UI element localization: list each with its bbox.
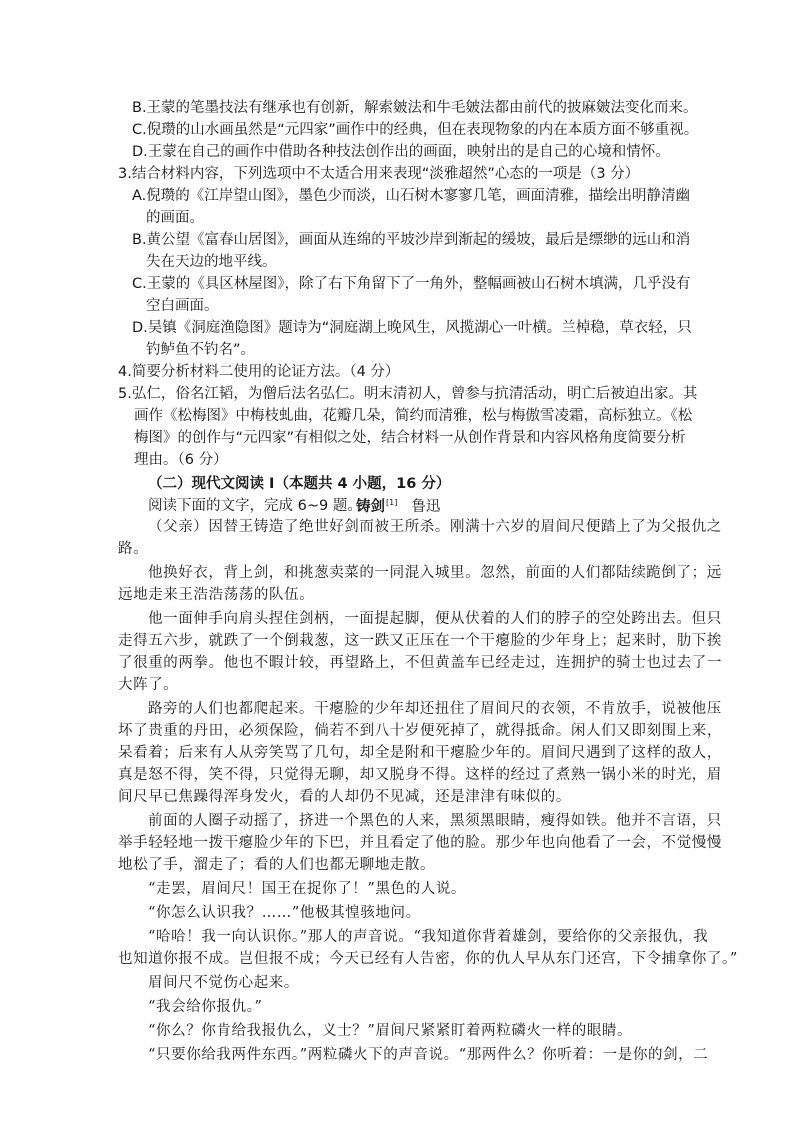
- text-line: 空白画面。: [146, 298, 219, 314]
- text-line: 画作《松梅图》中梅枝虬曲，花瓣几朵，简约而清雅，松与梅傲雪凌霜，高标独立。《松: [134, 408, 693, 424]
- reading-instruction: 阅读下面的文字，完成 6~9 题。: [148, 498, 362, 514]
- paragraph-line: 他一面伸手向肩头捏住剑柄，一面提起脚，便从伏着的人们的脖子的空处跨出去。但只: [148, 611, 722, 627]
- paragraph-line: “只要你给我两件东西。”两粒磷火下的声音说。“那两件么？你听着：一是你的剑，二: [148, 1047, 709, 1063]
- text-line: B.黄公望《富春山居图》，画面从连绵的平坡沙岸到渐起的缓坡，最后是缥缈的远山和消: [132, 232, 691, 248]
- paragraph-line: 坏了贵重的丹田，必须保险，倘若不到八十岁便死掉了，就得抵命。闲人们又即刻围上来，: [118, 723, 722, 739]
- text-line: B.王蒙的笔墨技法有继承也有创新，解索皴法和牛毛皴法都由前代的披麻皴法变化而来。: [132, 100, 698, 116]
- text-line: 钓鲈鱼不钓名”。: [146, 342, 256, 358]
- paragraph-line: “你怎么认识我？……”他极其惶骇地问。: [148, 905, 421, 921]
- paragraph-line: 间尺早已焦躁得浑身发火，看的人却仍不见减，还是津津有味似的。: [118, 789, 571, 805]
- article-author: 鲁迅: [411, 499, 441, 515]
- paragraph-line: 也知道你报不成。岂但报不成；今天已经有人告密，你的仇人早从东门还宫，下令捕拿你了。”: [118, 951, 738, 967]
- paragraph-line: “哈哈！我一向认识你。”那人的声音说。“我知道你背着雄剑，要给你的父亲报仇，我: [148, 929, 709, 945]
- text-line: 梅图》的创作与“元四家”有相似之处，结合材料一从创作背景和内容风格角度简要分析: [134, 430, 686, 446]
- text-line: A.倪瓒的《江岸望山图》，墨色少而淡，山石树木寥寥几笔，画面清雅，描绘出明静清幽: [132, 188, 691, 204]
- text-line: 的画面。: [146, 210, 204, 226]
- section-heading: （二）现代文阅读 I（本题共 4 小题，16 分）: [148, 476, 451, 492]
- paragraph-line: （父亲）因替王铸造了绝世好剑而被王所杀。刚满十六岁的眉间尺便踏上了为父报仇之: [148, 519, 722, 535]
- paragraph-line: 了很重的两拳。他也不暇计较，再望路上，不但黄盖车已经走过，连拥护的骑士也过去了一: [118, 655, 722, 671]
- article-title: 铸剑: [356, 499, 385, 515]
- paragraph-line: 眉间尺不觉伤心起来。: [148, 975, 299, 991]
- paragraph-line: 地松了手，溜走了；看的人们也都无聊地走散。: [118, 857, 436, 873]
- paragraph-line: 前面的人圈子动摇了，挤进一个黑色的人来，黑须黑眼睛，瘦得如铁。他并不言语，只: [148, 813, 722, 829]
- text-line: 5.弘仁，俗名江韬，为僧后法名弘仁。明末清初人，曾参与抗清活动，明亡后被迫出家。其: [118, 386, 698, 402]
- footnote-marker: [1]: [386, 498, 398, 507]
- text-line: 4.简要分析材料二使用的论证方法。（4 分）: [118, 364, 400, 380]
- paragraph-line: 呆看着；后来有人从旁笑骂了几句，却全是附和干瘪脸少年的。眉间尺遇到了这样的敌人，: [118, 745, 722, 761]
- paragraph-line: 远地走来王浩浩荡荡的队伍。: [118, 587, 315, 603]
- paragraph-line: “走罢，眉间尺！国王在捉你了！”黑色的人说。: [148, 881, 467, 897]
- paragraph-line: “我会给你报仇。”: [148, 999, 263, 1015]
- text-line: 3.结合材料内容，下列选项中不太适合用来表现“淡雅超然”心态的一项是（3 分）: [118, 166, 640, 182]
- paragraph-line: “你么？你肯给我报仇么，义士？”眉间尺紧紧盯着两粒磷火一样的眼睛。: [148, 1023, 633, 1039]
- paragraph-line: 真是怒不得，笑不得，只觉得无聊，却又脱身不得。这样的经过了煮熟一锅小米的时光，眉: [118, 767, 722, 783]
- text-line: C.王蒙的《具区林屋图》，除了右下角留下了一角外，整幅画被山石树木填满，几乎没有: [132, 276, 691, 292]
- paragraph-line: 他换好衣，背上剑，和挑葱卖菜的一同混入城里。忽然，前面的人们都陆续跪倒了；远: [148, 565, 722, 581]
- paragraph-line: 路旁的人们也都爬起来。干瘪脸的少年却还扭住了眉间尺的衣领，不肯放手，说被他压: [148, 701, 722, 717]
- text-line: 理由。（6 分）: [134, 452, 228, 468]
- paragraph-line: 走得五六步，就跌了一个倒栽葱，这一跌又正压在一个干瘪脸的少年身上；起来时，肋下挨: [118, 633, 722, 649]
- text-line: D.王蒙在自己的画作中借助各种技法创作出的画面，映射出的是自己的心境和情怀。: [132, 144, 670, 160]
- text-line: C.倪瓒的山水画虽然是“元四家”画作中的经典，但在表现物象的内在本质方面不够重视。: [132, 122, 699, 138]
- text-line: D.吴镇《洞庭渔隐图》题诗为“洞庭湖上晚风生，风揽湖心一叶横。兰棹稳，草衣轻，只: [132, 320, 692, 336]
- article-title-row: [356, 492, 440, 518]
- paragraph-line: 举手轻轻地一拨干瘪脸少年的下巴，并且看定了他的脸。那少年也向他看了一会，不觉慢慢: [118, 835, 722, 851]
- paragraph-line: 大阵了。: [118, 677, 179, 693]
- paragraph-line: 路。: [118, 541, 149, 557]
- text-line: 失在天边的地平线。: [146, 254, 277, 270]
